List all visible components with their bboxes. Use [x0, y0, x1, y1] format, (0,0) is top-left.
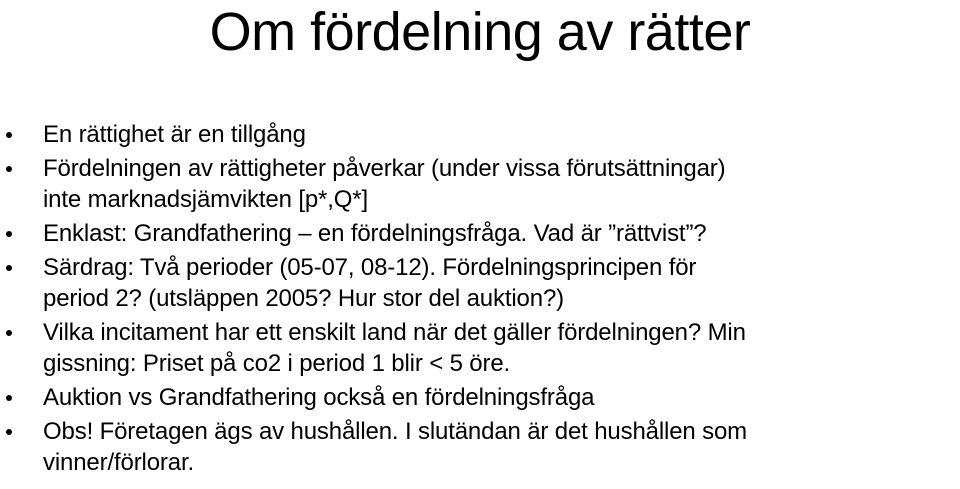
bullet-dot-icon — [6, 231, 12, 237]
bullet-item — [0, 252, 960, 314]
bullet-text-line: gissning: Priset på co2 i period 1 blir < 5 öre. — [43, 350, 511, 377]
bullet-item — [0, 218, 960, 249]
bullet-dot-icon — [6, 330, 12, 336]
bullet-item — [0, 416, 960, 478]
bullet-text-line: vinner/förlorar. — [43, 449, 194, 476]
bullet-text-line: inte marknadsjämvikten [p*,Q*] — [43, 186, 368, 213]
bullet-item — [0, 317, 960, 379]
bullet-list — [0, 119, 960, 481]
bullet-dot-icon — [6, 395, 12, 401]
bullet-text-line: Fördelningen av rättigheter påverkar (under vissa förutsättningar) — [43, 155, 726, 182]
bullet-text-line: En rättighet är en tillgång — [43, 121, 306, 148]
bullet-text-line: Auktion vs Grandfathering också en fördelningsfråga — [43, 384, 595, 411]
bullet-text-line: Obs! Företagen ägs av hushållen. I slutändan är det hushållen som — [43, 418, 748, 445]
bullet-text-line: Särdrag: Två perioder (05-07, 08-12). Fördelningsprincipen för — [43, 254, 697, 281]
bullet-dot-icon — [6, 132, 12, 138]
bullet-item — [0, 382, 960, 413]
bullet-dot-icon — [6, 429, 12, 435]
slide-title: Om fördelning av rätter — [209, 2, 751, 62]
bullet-text-line: Vilka incitament har ett enskilt land när det gäller fördelningen? Min — [43, 319, 746, 346]
bullet-dot-icon — [6, 166, 12, 172]
bullet-dot-icon — [6, 265, 12, 271]
bullet-text-line: Enklast: Grandfathering – en fördelningsfråga. Vad är ”rättvist”? — [43, 220, 707, 247]
bullet-item — [0, 153, 960, 215]
bullet-item — [0, 119, 960, 150]
bullet-text-line: period 2? (utsläppen 2005? Hur stor del auktion?) — [43, 285, 564, 312]
